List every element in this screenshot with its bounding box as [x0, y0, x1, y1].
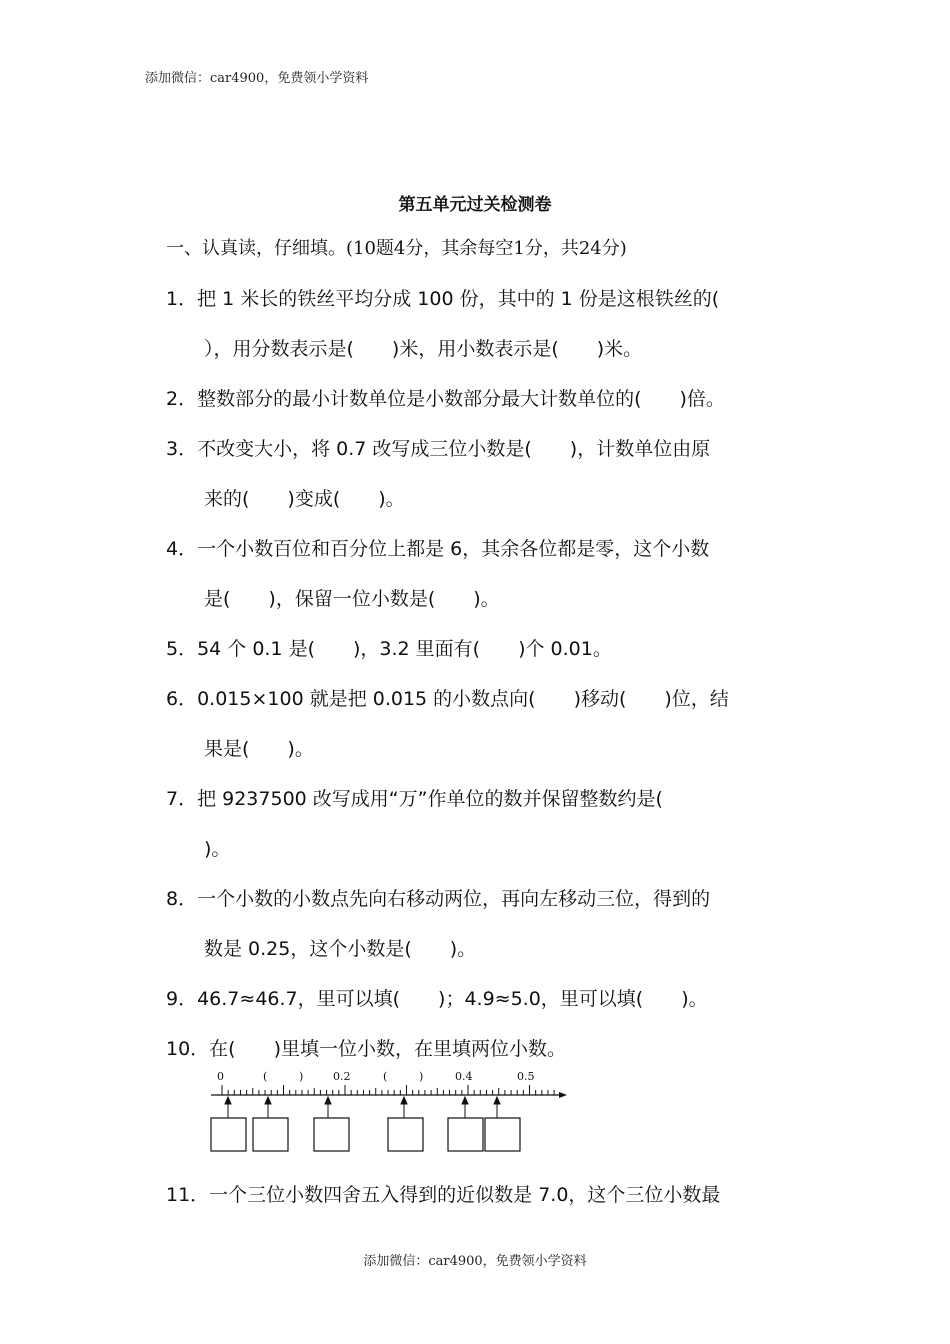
question-4-line-1: 4．一个小数百位和百分位上都是 6，其余各位都是零，这个小数	[166, 538, 710, 560]
question-8-line-2: 数是 0.25，这个小数是( )。	[204, 938, 477, 960]
question-3-line-2: 来的( )变成( )。	[204, 488, 405, 510]
question-10: 10．在( )里填一位小数，在里填两位小数。	[166, 1038, 567, 1060]
axis-label-paren-open-2: (	[383, 1070, 388, 1083]
page-title: 第五单元过关检测卷	[398, 195, 552, 215]
section-heading: 一、认真读，仔细填。(10题4分，其余每空1分，共24分)	[166, 238, 627, 259]
axis-ticks	[222, 1085, 554, 1095]
number-line-figure	[205, 1066, 575, 1156]
question-6-line-1: 6．0.015×100 就是把 0.015 的小数点向( )移动( )位，结	[166, 688, 729, 710]
question-6-line-2: 果是( )。	[204, 738, 314, 760]
axis-arrow-icon	[559, 1092, 567, 1098]
question-1-line-1: 1．把 1 米长的铁丝平均分成 100 份，其中的 1 份是这根铁丝的(	[166, 288, 720, 310]
axis-label-0-5: 0.5	[517, 1070, 535, 1083]
axis-label-paren-close-2: )	[419, 1070, 424, 1083]
question-8-line-1: 8．一个小数的小数点先向右移动两位，再向左移动三位，得到的	[166, 888, 711, 910]
answer-box-4[interactable]	[388, 1118, 423, 1151]
pointer-arrows	[225, 1097, 500, 1118]
question-7-line-1: 7．把 9237500 改写成用“万”作单位的数并保留整数约是(	[166, 788, 663, 810]
question-1-line-2: ），用分数表示是( )米，用小数表示是( )米。	[204, 338, 643, 360]
question-11-line-1: 11．一个三位小数四舍五入得到的近似数是 7.0，这个三位小数最	[166, 1184, 721, 1206]
answer-box-1[interactable]	[211, 1118, 246, 1151]
footer-watermark: 添加微信：car4900，免费领小学资料	[363, 1254, 587, 1269]
answer-box-3[interactable]	[314, 1118, 349, 1151]
question-7-line-2: )。	[204, 838, 231, 860]
axis-label-paren-open-1: (	[263, 1070, 268, 1083]
question-4-line-2: 是( )，保留一位小数是( )。	[204, 588, 500, 610]
axis-label-0: 0	[217, 1070, 224, 1083]
axis-label-0-2: 0.2	[333, 1070, 351, 1083]
answer-box-5[interactable]	[448, 1118, 483, 1151]
question-9: 9．46.7≈46.7，里可以填( )；4.9≈5.0，里可以填( )。	[166, 988, 708, 1010]
answer-boxes	[211, 1118, 520, 1151]
axis-label-0-4: 0.4	[455, 1070, 473, 1083]
header-watermark: 添加微信：car4900，免费领小学资料	[145, 71, 369, 86]
answer-box-6[interactable]	[485, 1118, 520, 1151]
axis-label-paren-close-1: )	[299, 1070, 304, 1083]
question-3-line-1: 3．不改变大小，将 0.7 改写成三位小数是( )，计数单位由原	[166, 438, 711, 460]
answer-box-2[interactable]	[253, 1118, 288, 1151]
question-5: 5．54 个 0.1 是( )，3.2 里面有( )个 0.01。	[166, 638, 612, 660]
question-2: 2．整数部分的最小计数单位是小数部分最大计数单位的( )倍。	[166, 388, 725, 410]
